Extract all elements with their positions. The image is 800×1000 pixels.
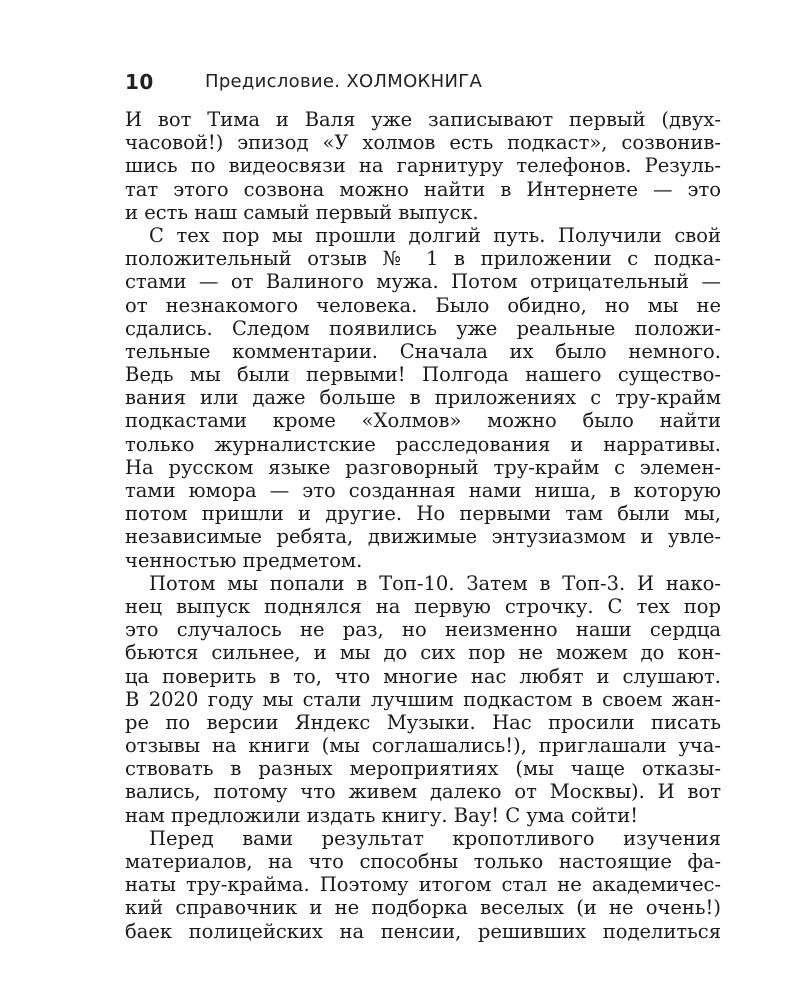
text-line: нец выпуск поднялся на первую строчку. С тех пор — [125, 594, 721, 618]
text-line: В 2020 году мы стали лучшим подкастом в своем жан- — [125, 687, 721, 711]
text-line: это случалось не раз, но неизменно наши сердца — [125, 618, 721, 642]
text-line: отзывы на книги (мы соглашались!), приглашали уча- — [125, 734, 721, 758]
text-line: тат этого созвона можно найти в Интернете — это — [125, 177, 721, 201]
text-line: подкастами кроме «Холмов» можно было найти — [125, 409, 721, 433]
text-line: и есть наш самый первый выпуск. — [125, 200, 479, 224]
text-line: ре по версии Яндекс Музыки. Нас просили писать — [125, 710, 721, 734]
text-line: стами — от Валиного мужа. Потом отрицательный — — [125, 270, 721, 294]
text-line: наты тру-крайма. Поэтому итогом стал не академичес- — [125, 873, 721, 897]
text-line: ствовать в разных мероприятиях (мы чаще отказы- — [125, 757, 721, 781]
text-line: от незнакомого человека. Было обидно, но мы не — [125, 293, 721, 317]
body-text — [125, 108, 721, 943]
text-line: независимые ребята, движимые энтузиазмом и увле- — [125, 525, 721, 549]
text-line: С тех пор мы прошли долгий путь. Получили свой — [149, 223, 721, 247]
text-line: Потом мы попали в Топ-10. Затем в Топ-3. И нако- — [149, 571, 721, 595]
text-line: тельные комментарии. Сначала их было немного. — [125, 339, 721, 363]
text-line: нам предложили издать книгу. Вау! С ума сойти! — [125, 803, 639, 827]
text-line: И вот Тима и Валя уже записывают первый (двух- — [125, 108, 721, 131]
text-line: шись по видеосвязи на гарнитуру телефонов. Резуль- — [125, 154, 721, 178]
paragraph-4 — [125, 827, 721, 943]
text-line: На русском языке разговорный тру-крайм с элемен- — [125, 455, 721, 479]
text-line: баек полицейских на пенсии, решивших поделиться — [125, 919, 721, 943]
text-line: только журналистские расследования и нарративы. — [125, 432, 721, 456]
text-line: часовой!) эпизод «У холмов есть подкаст», созвонив- — [125, 131, 721, 155]
text-line: ца поверить в то, что многие нас любят и слушают. — [125, 664, 721, 688]
text-line: потом пришли и другие. Но первыми там были мы, — [125, 502, 721, 526]
text-line: Ведь мы были первыми! Полгода нашего существо- — [125, 363, 721, 387]
text-line: тами юмора — это созданная нами ниша, в которую — [125, 479, 721, 502]
text-line: кий справочник и не подборка веселых (и не очень!) — [125, 896, 721, 920]
running-head: Предисловие. ХОЛМОКНИГА — [205, 71, 483, 92]
text-line: бьются сильнее, и мы до сих пор не можем до кон- — [125, 641, 721, 665]
page-header — [125, 70, 725, 100]
paragraph-1 — [125, 108, 721, 224]
text-line: положительный отзыв № 1 в приложении с подка- — [125, 247, 721, 271]
paragraph-3 — [125, 572, 721, 827]
text-line: материалов, на что способны только настоящие фа- — [125, 850, 721, 873]
page-number: 10 — [125, 70, 154, 94]
paragraph-2 — [125, 224, 721, 572]
text-line: вания или даже больше в приложениях с тру-крайм — [125, 386, 721, 410]
text-line: ченностью предметом. — [125, 548, 363, 572]
text-line: вались, потому что живем далеко от Москвы). И вот — [125, 780, 721, 804]
text-line: Перед вами результат кропотливого изучения — [149, 826, 721, 850]
text-line: сдались. Следом появились уже реальные положи- — [125, 316, 721, 340]
